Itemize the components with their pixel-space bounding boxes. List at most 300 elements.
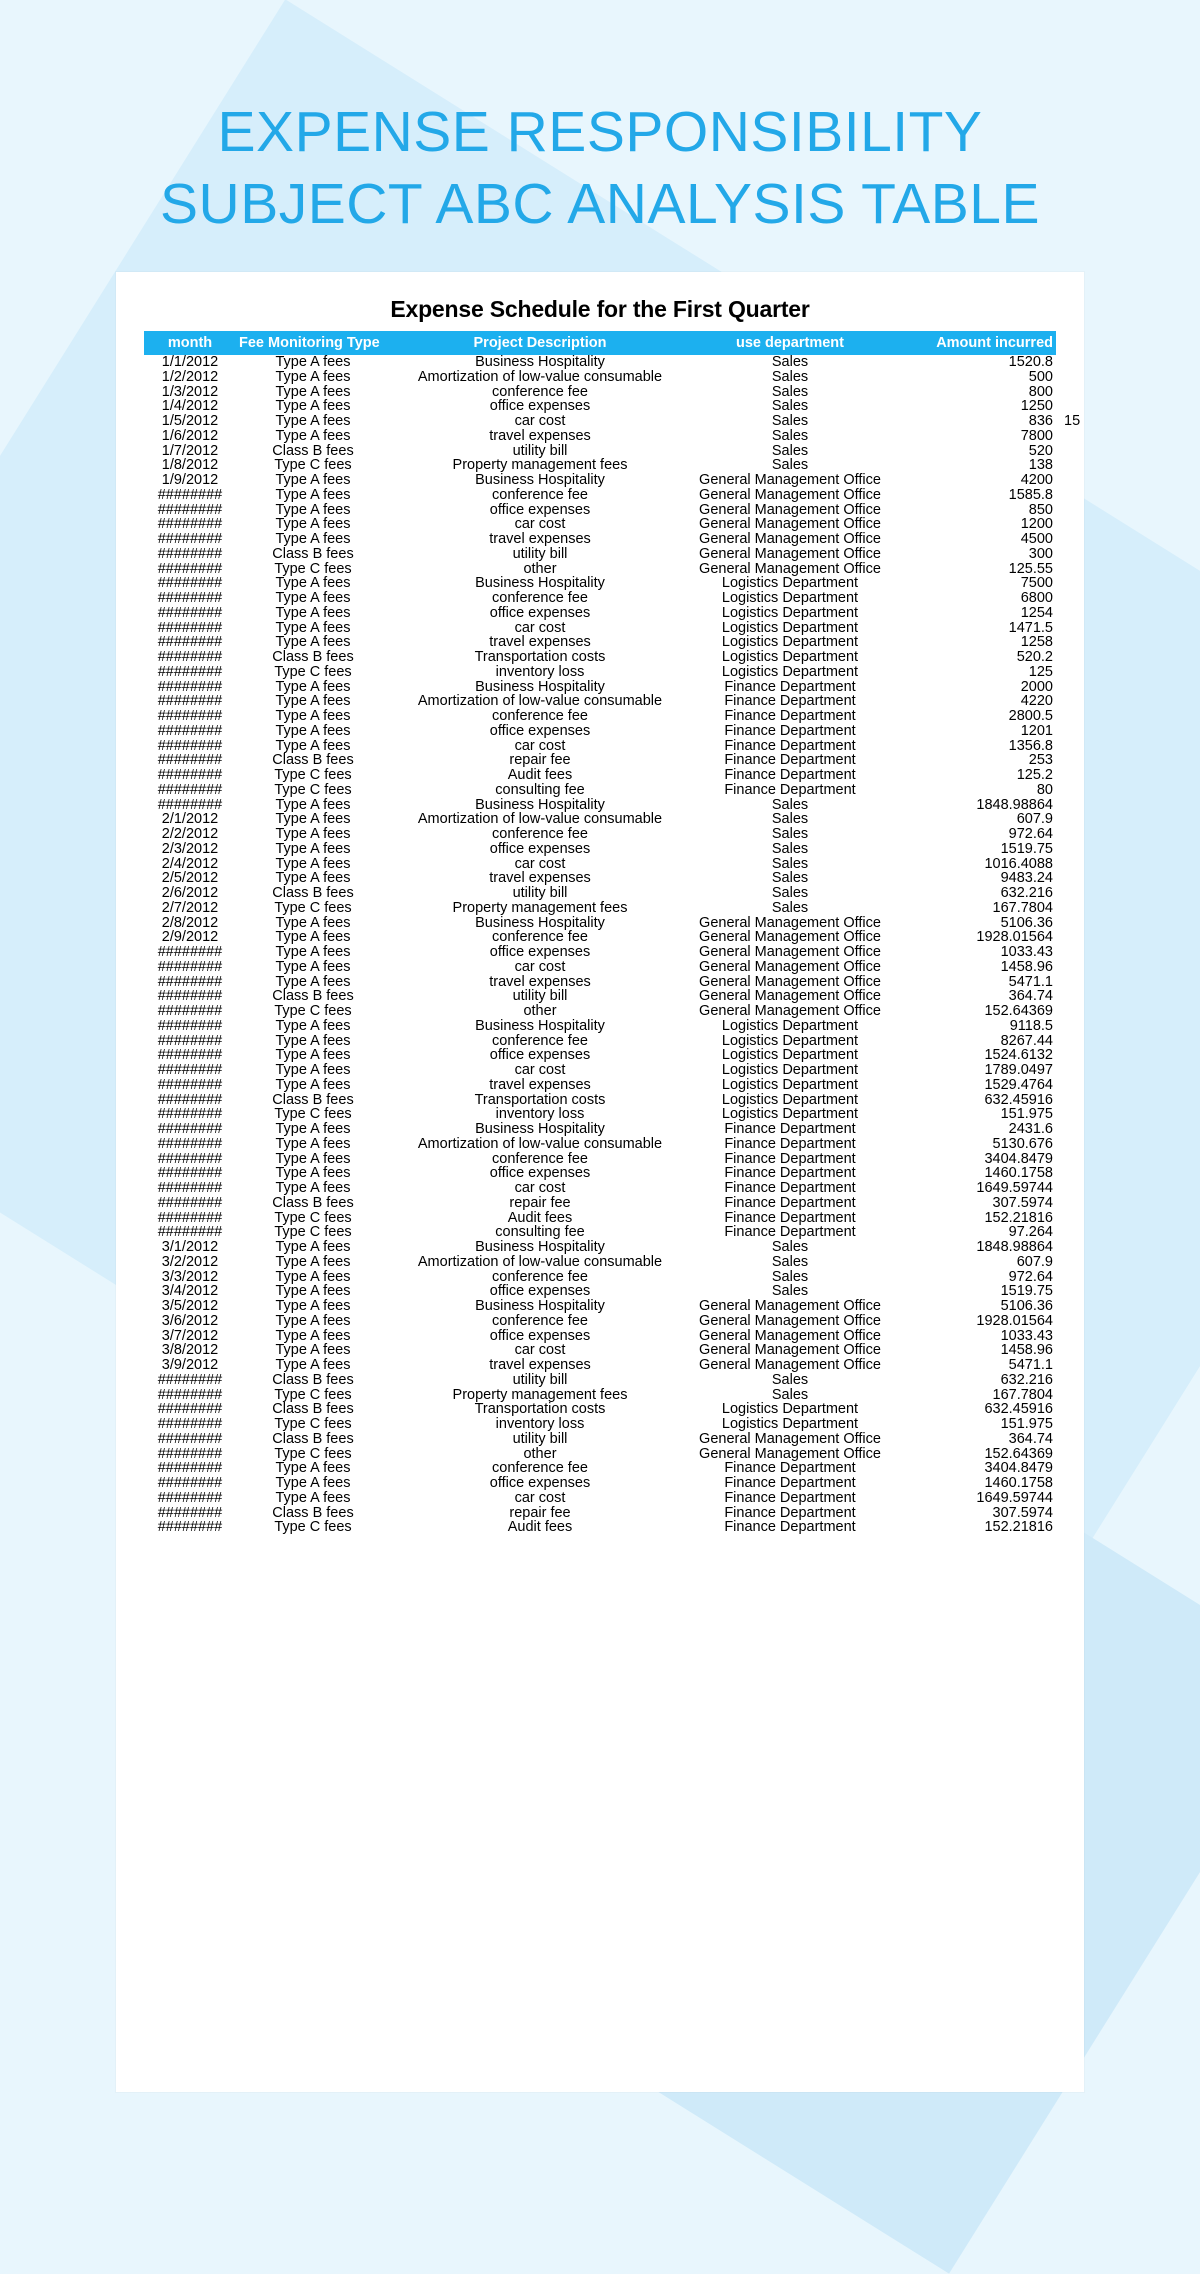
cell-month[interactable]: ######## bbox=[157, 1004, 223, 1019]
table-row[interactable] bbox=[144, 842, 1056, 857]
table-row[interactable] bbox=[144, 547, 1056, 562]
cell-amount-incurred[interactable]: 4500 bbox=[1020, 532, 1053, 547]
cell-project-description[interactable]: repair fee bbox=[509, 1505, 571, 1521]
cell-project-description[interactable]: Business Hospitality bbox=[475, 1299, 605, 1314]
cell-fee-monitoring-type[interactable]: Type A fees bbox=[275, 1240, 351, 1255]
cell-fee-monitoring-type[interactable]: Type C fees bbox=[274, 782, 352, 798]
cell-month[interactable]: 3/4/2012 bbox=[161, 1284, 219, 1299]
cell-project-description[interactable]: car cost bbox=[514, 1343, 566, 1358]
cell-month[interactable]: ######## bbox=[157, 576, 223, 591]
cell-use-department[interactable]: General Management Office bbox=[699, 517, 881, 532]
cell-month[interactable]: ######## bbox=[157, 561, 223, 577]
cell-fee-monitoring-type[interactable]: Type A fees bbox=[275, 355, 351, 370]
table-row[interactable] bbox=[144, 960, 1056, 975]
cell-use-department[interactable]: Finance Department bbox=[724, 679, 856, 695]
table-row[interactable] bbox=[144, 916, 1056, 931]
cell-amount-incurred[interactable]: 2000 bbox=[1020, 679, 1053, 695]
cell-project-description[interactable]: travel expenses bbox=[489, 1077, 591, 1093]
cell-use-department[interactable]: General Management Office bbox=[699, 487, 881, 503]
cell-fee-monitoring-type[interactable]: Class B fees bbox=[272, 1402, 354, 1417]
cell-month[interactable]: 2/3/2012 bbox=[161, 841, 219, 857]
table-row[interactable] bbox=[144, 1152, 1056, 1167]
table-row[interactable] bbox=[144, 1048, 1056, 1063]
cell-use-department[interactable]: Logistics Department bbox=[721, 664, 859, 680]
cell-fee-monitoring-type[interactable]: Type A fees bbox=[275, 930, 351, 945]
cell-amount-incurred[interactable]: 307.5974 bbox=[992, 1195, 1053, 1211]
cell-month[interactable]: 1/1/2012 bbox=[161, 355, 219, 370]
cell-fee-monitoring-type[interactable]: Type A fees bbox=[275, 428, 351, 444]
cell-fee-monitoring-type[interactable]: Type A fees bbox=[275, 591, 351, 606]
cell-fee-monitoring-type[interactable]: Class B fees bbox=[272, 443, 354, 459]
cell-fee-monitoring-type[interactable]: Class B fees bbox=[272, 1195, 354, 1211]
cell-amount-incurred[interactable]: 1928.01564 bbox=[976, 930, 1053, 945]
cell-fee-monitoring-type[interactable]: Type C fees bbox=[274, 768, 352, 783]
table-row[interactable] bbox=[144, 488, 1056, 503]
cell-project-description[interactable]: car cost bbox=[514, 517, 566, 532]
cell-month[interactable]: ######## bbox=[157, 959, 223, 975]
cell-amount-incurred[interactable]: 138 bbox=[1028, 458, 1053, 473]
table-row[interactable] bbox=[144, 768, 1056, 783]
cell-month[interactable]: ######## bbox=[157, 1077, 223, 1093]
cell-month[interactable]: ######## bbox=[157, 1402, 223, 1417]
cell-amount-incurred[interactable]: 1356.8 bbox=[1008, 738, 1053, 754]
cell-month[interactable]: ######## bbox=[157, 664, 223, 680]
cell-month[interactable]: ######## bbox=[157, 753, 223, 768]
cell-project-description[interactable]: car cost bbox=[514, 738, 566, 754]
table-row[interactable] bbox=[144, 783, 1056, 798]
cell-project-description[interactable]: inventory loss bbox=[495, 1417, 585, 1432]
cell-use-department[interactable]: Finance Department bbox=[724, 768, 856, 783]
cell-project-description[interactable]: conference fee bbox=[492, 827, 588, 842]
cell-use-department[interactable]: General Management Office bbox=[699, 915, 881, 931]
table-row[interactable] bbox=[144, 709, 1056, 724]
cell-project-description[interactable]: travel expenses bbox=[489, 1358, 591, 1373]
table-row[interactable] bbox=[144, 1373, 1056, 1388]
cell-amount-incurred[interactable]: 1254 bbox=[1020, 605, 1053, 621]
cell-use-department[interactable]: Sales bbox=[771, 856, 809, 872]
table-row[interactable] bbox=[144, 355, 1056, 370]
column-header-use-department[interactable]: use department bbox=[690, 331, 890, 355]
table-row[interactable] bbox=[144, 1284, 1056, 1299]
cell-amount-incurred[interactable]: 4220 bbox=[1020, 694, 1053, 709]
cell-amount-incurred[interactable]: 152.21816 bbox=[984, 1520, 1053, 1535]
cell-amount-incurred[interactable]: 152.21816 bbox=[984, 1210, 1053, 1226]
cell-month[interactable]: ######## bbox=[157, 532, 223, 547]
cell-use-department[interactable]: Logistics Department bbox=[721, 605, 859, 621]
table-row[interactable] bbox=[144, 724, 1056, 739]
cell-amount-incurred[interactable]: 7800 bbox=[1020, 428, 1053, 444]
cell-fee-monitoring-type[interactable]: Type A fees bbox=[275, 473, 351, 488]
cell-amount-incurred[interactable]: 9483.24 bbox=[1000, 871, 1053, 886]
table-row[interactable] bbox=[144, 665, 1056, 680]
cell-project-description[interactable]: conference fee bbox=[492, 1269, 588, 1285]
cell-project-description[interactable]: Audit fees bbox=[507, 768, 573, 783]
cell-project-description[interactable]: conference fee bbox=[492, 1461, 588, 1476]
cell-amount-incurred[interactable]: 1258 bbox=[1020, 635, 1053, 650]
cell-fee-monitoring-type[interactable]: Type A fees bbox=[275, 797, 351, 813]
cell-fee-monitoring-type[interactable]: Class B fees bbox=[272, 989, 354, 1004]
cell-fee-monitoring-type[interactable]: Type A fees bbox=[275, 1358, 351, 1373]
cell-use-department[interactable]: Finance Department bbox=[724, 738, 856, 754]
table-row[interactable] bbox=[144, 591, 1056, 606]
table-row[interactable] bbox=[144, 1417, 1056, 1432]
cell-amount-incurred[interactable]: 7500 bbox=[1020, 576, 1053, 591]
cell-month[interactable]: ######## bbox=[157, 1505, 223, 1521]
cell-amount-incurred[interactable]: 1458.96 bbox=[1000, 1343, 1053, 1358]
cell-use-department[interactable]: General Management Office bbox=[699, 989, 881, 1004]
cell-month[interactable]: 2/8/2012 bbox=[161, 915, 219, 931]
cell-use-department[interactable]: Logistics Department bbox=[721, 1018, 859, 1034]
cell-fee-monitoring-type[interactable]: Type A fees bbox=[275, 517, 351, 532]
cell-project-description[interactable]: other bbox=[523, 1004, 557, 1019]
cell-month[interactable]: 3/2/2012 bbox=[161, 1254, 219, 1270]
cell-amount-incurred[interactable]: 1033.43 bbox=[1000, 1328, 1053, 1344]
cell-project-description[interactable]: office expenses bbox=[489, 1048, 591, 1063]
cell-project-description[interactable]: travel expenses bbox=[489, 974, 591, 990]
cell-month[interactable]: ######## bbox=[157, 1372, 223, 1388]
cell-use-department[interactable]: Sales bbox=[771, 355, 809, 370]
cell-use-department[interactable]: General Management Office bbox=[699, 502, 881, 518]
cell-project-description[interactable]: Business Hospitality bbox=[475, 797, 605, 813]
table-row[interactable] bbox=[144, 975, 1056, 990]
cell-fee-monitoring-type[interactable]: Type A fees bbox=[275, 738, 351, 754]
cell-use-department[interactable]: Sales bbox=[771, 1372, 809, 1388]
cell-fee-monitoring-type[interactable]: Type A fees bbox=[275, 635, 351, 650]
table-row[interactable] bbox=[144, 1299, 1056, 1314]
cell-amount-incurred[interactable]: 1033.43 bbox=[1000, 945, 1053, 960]
cell-month[interactable]: ######## bbox=[157, 723, 223, 739]
table-row[interactable] bbox=[144, 606, 1056, 621]
cell-amount-incurred[interactable]: 632.45916 bbox=[984, 1402, 1053, 1417]
cell-use-department[interactable]: Finance Department bbox=[724, 1122, 856, 1137]
cell-fee-monitoring-type[interactable]: Type C fees bbox=[274, 458, 352, 473]
cell-month[interactable]: ######## bbox=[157, 945, 223, 960]
cell-amount-incurred[interactable]: 151.975 bbox=[1000, 1107, 1053, 1122]
cell-amount-incurred[interactable]: 152.64369 bbox=[984, 1446, 1053, 1462]
table-row[interactable] bbox=[144, 370, 1056, 385]
cell-project-description[interactable]: utility bill bbox=[512, 1431, 568, 1447]
cell-amount-incurred[interactable]: 1585.8 bbox=[1008, 487, 1053, 503]
cell-fee-monitoring-type[interactable]: Type A fees bbox=[275, 1299, 351, 1314]
cell-month[interactable]: ######## bbox=[157, 709, 223, 724]
table-row[interactable] bbox=[144, 694, 1056, 709]
cell-fee-monitoring-type[interactable]: Type A fees bbox=[275, 974, 351, 990]
cell-amount-incurred[interactable]: 152.64369 bbox=[984, 1004, 1053, 1019]
cell-amount-incurred[interactable]: 632.45916 bbox=[984, 1092, 1053, 1108]
cell-project-description[interactable]: Property management fees bbox=[452, 900, 628, 916]
cell-fee-monitoring-type[interactable]: Type A fees bbox=[275, 1490, 351, 1506]
cell-fee-monitoring-type[interactable]: Type A fees bbox=[275, 915, 351, 931]
cell-fee-monitoring-type[interactable]: Type A fees bbox=[275, 1018, 351, 1034]
cell-project-description[interactable]: Transportation costs bbox=[474, 650, 606, 665]
cell-amount-incurred[interactable]: 632.216 bbox=[1000, 1372, 1053, 1388]
cell-amount-incurred[interactable]: 632.216 bbox=[1000, 886, 1053, 901]
cell-month[interactable]: 3/6/2012 bbox=[161, 1313, 219, 1329]
cell-amount-incurred[interactable]: 800 bbox=[1028, 384, 1053, 400]
cell-amount-incurred[interactable]: 5106.36 bbox=[1000, 1299, 1053, 1314]
table-row[interactable] bbox=[144, 945, 1056, 960]
cell-month[interactable]: ######## bbox=[157, 1092, 223, 1108]
table-row[interactable] bbox=[144, 473, 1056, 488]
cell-project-description[interactable]: car cost bbox=[514, 856, 566, 872]
cell-use-department[interactable]: Finance Department bbox=[724, 709, 856, 724]
cell-project-description[interactable]: utility bill bbox=[512, 443, 568, 459]
cell-project-description[interactable]: Business Hospitality bbox=[475, 679, 605, 695]
cell-month[interactable]: 1/6/2012 bbox=[161, 428, 219, 444]
cell-amount-incurred[interactable]: 520.2 bbox=[1016, 650, 1053, 665]
cell-use-department[interactable]: Logistics Department bbox=[721, 1063, 859, 1078]
cell-use-department[interactable]: General Management Office bbox=[699, 1431, 881, 1447]
cell-fee-monitoring-type[interactable]: Class B fees bbox=[272, 546, 354, 562]
cell-use-department[interactable]: Sales bbox=[771, 886, 809, 901]
cell-project-description[interactable]: car cost bbox=[514, 1490, 566, 1506]
cell-project-description[interactable]: conference fee bbox=[492, 709, 588, 724]
cell-amount-incurred[interactable]: 307.5974 bbox=[992, 1505, 1053, 1521]
cell-month[interactable]: ######## bbox=[157, 650, 223, 665]
cell-month[interactable]: ######## bbox=[157, 635, 223, 650]
cell-amount-incurred[interactable]: 607.9 bbox=[1016, 1254, 1053, 1270]
table-row[interactable] bbox=[144, 1181, 1056, 1196]
cell-project-description[interactable]: office expenses bbox=[489, 502, 591, 518]
table-row[interactable] bbox=[144, 1388, 1056, 1403]
column-header-fee-monitoring-type[interactable]: Fee Monitoring Type bbox=[236, 331, 390, 355]
cell-month[interactable]: 2/9/2012 bbox=[161, 930, 219, 945]
table-row[interactable] bbox=[144, 857, 1056, 872]
cell-fee-monitoring-type[interactable]: Type A fees bbox=[275, 945, 351, 960]
cell-amount-incurred[interactable]: 836 bbox=[1028, 414, 1053, 429]
cell-project-description[interactable]: conference fee bbox=[492, 930, 588, 945]
cell-use-department[interactable]: General Management Office bbox=[699, 1446, 881, 1462]
cell-use-department[interactable]: Sales bbox=[771, 1269, 809, 1285]
cell-fee-monitoring-type[interactable]: Type A fees bbox=[275, 959, 351, 975]
cell-amount-incurred[interactable]: 253 bbox=[1028, 753, 1053, 768]
cell-month[interactable]: ######## bbox=[157, 768, 223, 783]
cell-use-department[interactable]: General Management Office bbox=[699, 1343, 881, 1358]
cell-fee-monitoring-type[interactable]: Class B fees bbox=[272, 1505, 354, 1521]
cell-use-department[interactable]: General Management Office bbox=[699, 1004, 881, 1019]
cell-fee-monitoring-type[interactable]: Type A fees bbox=[275, 856, 351, 872]
cell-project-description[interactable]: Business Hospitality bbox=[475, 1122, 605, 1137]
cell-project-description[interactable]: conference fee bbox=[492, 591, 588, 606]
cell-use-department[interactable]: Logistics Department bbox=[721, 1048, 859, 1063]
cell-month[interactable]: ######## bbox=[157, 1490, 223, 1506]
cell-use-department[interactable]: Sales bbox=[771, 443, 809, 459]
cell-fee-monitoring-type[interactable]: Type A fees bbox=[275, 1033, 351, 1049]
table-row[interactable] bbox=[144, 827, 1056, 842]
cell-month[interactable]: 3/3/2012 bbox=[161, 1269, 219, 1285]
cell-use-department[interactable]: General Management Office bbox=[699, 1299, 881, 1314]
cell-use-department[interactable]: General Management Office bbox=[699, 473, 881, 488]
cell-month[interactable]: 2/4/2012 bbox=[161, 856, 219, 872]
cell-amount-incurred[interactable]: 1250 bbox=[1020, 399, 1053, 414]
table-row[interactable] bbox=[144, 680, 1056, 695]
table-row[interactable] bbox=[144, 503, 1056, 518]
cell-month[interactable]: 1/5/2012 bbox=[161, 414, 219, 429]
cell-use-department[interactable]: Finance Department bbox=[724, 1181, 856, 1196]
cell-use-department[interactable]: Logistics Department bbox=[721, 591, 859, 606]
cell-use-department[interactable]: Sales bbox=[771, 428, 809, 444]
column-header-project-description[interactable]: Project Description bbox=[390, 331, 690, 355]
cell-use-department[interactable]: Logistics Department bbox=[721, 1077, 859, 1093]
table-row[interactable] bbox=[144, 1004, 1056, 1019]
cell-fee-monitoring-type[interactable]: Type C fees bbox=[274, 1387, 352, 1403]
table-row[interactable] bbox=[144, 1461, 1056, 1476]
cell-month[interactable]: ######## bbox=[157, 738, 223, 754]
cell-project-description[interactable]: Transportation costs bbox=[474, 1092, 606, 1108]
cell-project-description[interactable]: utility bill bbox=[512, 1372, 568, 1388]
table-row[interactable] bbox=[144, 650, 1056, 665]
cell-project-description[interactable]: conference fee bbox=[492, 384, 588, 400]
cell-month[interactable]: ######## bbox=[157, 1431, 223, 1447]
cell-project-description[interactable]: travel expenses bbox=[489, 871, 591, 886]
cell-month[interactable]: ######## bbox=[157, 782, 223, 798]
cell-use-department[interactable]: Sales bbox=[771, 1387, 809, 1403]
cell-amount-incurred[interactable]: 1519.75 bbox=[1000, 1284, 1053, 1299]
cell-fee-monitoring-type[interactable]: Type A fees bbox=[275, 1284, 351, 1299]
cell-project-description[interactable]: Amortization of low-value consumable bbox=[417, 1136, 663, 1152]
cell-use-department[interactable]: Logistics Department bbox=[721, 1033, 859, 1049]
cell-use-department[interactable]: Finance Department bbox=[724, 1490, 856, 1506]
cell-fee-monitoring-type[interactable]: Type A fees bbox=[275, 1048, 351, 1063]
cell-amount-incurred[interactable]: 5130.676 bbox=[992, 1136, 1053, 1152]
cell-project-description[interactable]: other bbox=[523, 1446, 557, 1462]
cell-amount-incurred[interactable]: 6800 bbox=[1020, 591, 1053, 606]
table-row[interactable] bbox=[144, 1137, 1056, 1152]
table-row[interactable] bbox=[144, 1520, 1056, 1535]
cell-month[interactable]: 1/3/2012 bbox=[161, 384, 219, 400]
cell-use-department[interactable]: Logistics Department bbox=[721, 1107, 859, 1122]
cell-use-department[interactable]: General Management Office bbox=[699, 945, 881, 960]
cell-fee-monitoring-type[interactable]: Type A fees bbox=[275, 532, 351, 547]
cell-month[interactable]: ######## bbox=[157, 1225, 223, 1240]
cell-use-department[interactable]: Sales bbox=[771, 384, 809, 400]
table-row[interactable] bbox=[144, 1329, 1056, 1344]
table-row[interactable] bbox=[144, 812, 1056, 827]
cell-month[interactable]: ######## bbox=[157, 974, 223, 990]
cell-use-department[interactable]: General Management Office bbox=[699, 959, 881, 975]
cell-amount-incurred[interactable]: 1649.59744 bbox=[976, 1181, 1053, 1196]
cell-fee-monitoring-type[interactable]: Type C fees bbox=[274, 1004, 352, 1019]
cell-amount-incurred[interactable]: 167.7804 bbox=[992, 900, 1053, 916]
cell-month[interactable]: 3/9/2012 bbox=[161, 1358, 219, 1373]
cell-month[interactable]: ######## bbox=[157, 605, 223, 621]
cell-fee-monitoring-type[interactable]: Class B fees bbox=[272, 886, 354, 901]
cell-fee-monitoring-type[interactable]: Type A fees bbox=[275, 723, 351, 739]
cell-fee-monitoring-type[interactable]: Type A fees bbox=[275, 1181, 351, 1196]
cell-month[interactable]: 2/1/2012 bbox=[161, 812, 219, 827]
cell-fee-monitoring-type[interactable]: Type A fees bbox=[275, 502, 351, 518]
table-row[interactable] bbox=[144, 1491, 1056, 1506]
cell-month[interactable]: ######## bbox=[157, 1417, 223, 1432]
cell-month[interactable]: ######## bbox=[157, 1151, 223, 1167]
table-row[interactable] bbox=[144, 385, 1056, 400]
cell-month[interactable]: ######## bbox=[157, 679, 223, 695]
cell-project-description[interactable]: car cost bbox=[514, 414, 566, 429]
cell-fee-monitoring-type[interactable]: Type A fees bbox=[275, 576, 351, 591]
cell-month[interactable]: ######## bbox=[157, 989, 223, 1004]
cell-use-department[interactable]: Sales bbox=[771, 458, 809, 473]
cell-use-department[interactable]: Finance Department bbox=[724, 1505, 856, 1521]
table-row[interactable] bbox=[144, 1358, 1056, 1373]
cell-use-department[interactable]: Sales bbox=[771, 871, 809, 886]
cell-use-department[interactable]: Finance Department bbox=[724, 694, 856, 709]
cell-use-department[interactable]: Finance Department bbox=[724, 1166, 856, 1181]
cell-project-description[interactable]: Business Hospitality bbox=[475, 355, 605, 370]
cell-use-department[interactable]: Sales bbox=[771, 369, 809, 385]
table-row[interactable] bbox=[144, 429, 1056, 444]
cell-project-description[interactable]: Business Hospitality bbox=[475, 473, 605, 488]
cell-amount-incurred[interactable]: 80 bbox=[1036, 782, 1053, 798]
cell-month[interactable]: 1/4/2012 bbox=[161, 399, 219, 414]
table-row[interactable] bbox=[144, 930, 1056, 945]
cell-month[interactable]: 1/8/2012 bbox=[161, 458, 219, 473]
cell-use-department[interactable]: Finance Department bbox=[724, 1210, 856, 1226]
cell-month[interactable]: ######## bbox=[157, 1107, 223, 1122]
cell-month[interactable]: 3/8/2012 bbox=[161, 1343, 219, 1358]
cell-fee-monitoring-type[interactable]: Type C fees bbox=[274, 900, 352, 916]
cell-month[interactable]: ######## bbox=[157, 1387, 223, 1403]
cell-project-description[interactable]: travel expenses bbox=[489, 428, 591, 444]
cell-use-department[interactable]: Finance Department bbox=[724, 1461, 856, 1476]
cell-fee-monitoring-type[interactable]: Type A fees bbox=[275, 679, 351, 695]
cell-use-department[interactable]: Sales bbox=[771, 797, 809, 813]
cell-amount-incurred[interactable]: 5471.1 bbox=[1008, 1358, 1053, 1373]
table-row[interactable] bbox=[144, 635, 1056, 650]
cell-use-department[interactable]: Finance Department bbox=[724, 1225, 856, 1240]
cell-project-description[interactable]: Audit fees bbox=[507, 1520, 573, 1535]
cell-amount-incurred[interactable]: 3404.8479 bbox=[984, 1151, 1053, 1167]
cell-amount-incurred[interactable]: 167.7804 bbox=[992, 1387, 1053, 1403]
cell-use-department[interactable]: General Management Office bbox=[699, 974, 881, 990]
table-row[interactable] bbox=[144, 1122, 1056, 1137]
table-row[interactable] bbox=[144, 1211, 1056, 1226]
cell-month[interactable]: ######## bbox=[157, 517, 223, 532]
cell-use-department[interactable]: General Management Office bbox=[699, 561, 881, 577]
cell-fee-monitoring-type[interactable]: Type C fees bbox=[274, 1520, 352, 1535]
table-row[interactable] bbox=[144, 444, 1056, 459]
cell-month[interactable]: ######## bbox=[157, 1136, 223, 1152]
cell-use-department[interactable]: Logistics Department bbox=[721, 650, 859, 665]
cell-use-department[interactable]: Logistics Department bbox=[721, 1417, 859, 1432]
table-row[interactable] bbox=[144, 1447, 1056, 1462]
cell-month[interactable]: ######## bbox=[157, 1181, 223, 1196]
table-row[interactable] bbox=[144, 1034, 1056, 1049]
cell-use-department[interactable]: General Management Office bbox=[699, 1358, 881, 1373]
cell-month[interactable]: 2/6/2012 bbox=[161, 886, 219, 901]
cell-fee-monitoring-type[interactable]: Type A fees bbox=[275, 399, 351, 414]
cell-amount-incurred[interactable]: 1460.1758 bbox=[984, 1476, 1053, 1491]
cell-project-description[interactable]: office expenses bbox=[489, 1476, 591, 1491]
cell-use-department[interactable]: Finance Department bbox=[724, 1151, 856, 1167]
cell-month[interactable]: ######## bbox=[157, 1166, 223, 1181]
cell-project-description[interactable]: conference fee bbox=[492, 1033, 588, 1049]
cell-month[interactable]: ######## bbox=[157, 1063, 223, 1078]
cell-month[interactable]: 1/2/2012 bbox=[161, 369, 219, 385]
cell-use-department[interactable]: Finance Department bbox=[724, 1476, 856, 1491]
cell-project-description[interactable]: Transportation costs bbox=[474, 1402, 606, 1417]
column-header-month[interactable]: month bbox=[144, 331, 236, 355]
cell-month[interactable]: ######## bbox=[157, 1195, 223, 1211]
cell-project-description[interactable]: conference fee bbox=[492, 487, 588, 503]
cell-project-description[interactable]: Property management fees bbox=[452, 458, 628, 473]
cell-fee-monitoring-type[interactable]: Type A fees bbox=[275, 694, 351, 709]
cell-fee-monitoring-type[interactable]: Type C fees bbox=[274, 1446, 352, 1462]
cell-use-department[interactable]: General Management Office bbox=[699, 1313, 881, 1329]
cell-fee-monitoring-type[interactable]: Type A fees bbox=[275, 1254, 351, 1270]
cell-month[interactable]: ######## bbox=[157, 1476, 223, 1491]
cell-amount-incurred[interactable]: 1928.01564 bbox=[976, 1313, 1053, 1329]
cell-fee-monitoring-type[interactable]: Type A fees bbox=[275, 384, 351, 400]
